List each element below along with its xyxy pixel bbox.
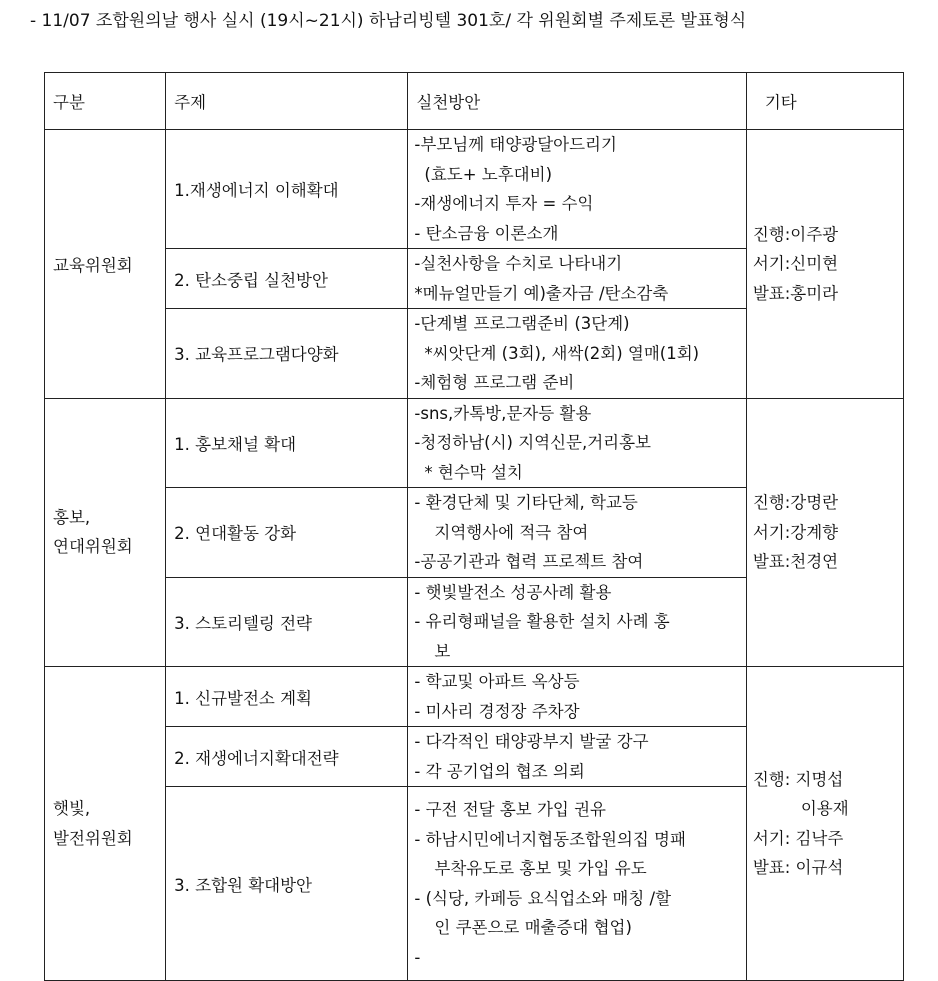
etc-line: 진행:강명란 bbox=[752, 493, 839, 512]
method-line: - 환경단체 및 기타단체, 학교등 bbox=[414, 493, 638, 512]
method-line: *씨앗단계 (3회), 새싹(2회) 열매(1회) bbox=[424, 343, 700, 363]
etc-line: 발표:천경연 bbox=[752, 552, 839, 571]
methods-cell bbox=[408, 130, 746, 249]
committee-name: 홍보, bbox=[53, 507, 91, 527]
topic-cell: 1. 홍보채널 확대 bbox=[166, 398, 408, 488]
etc-line: 이용재 bbox=[800, 799, 849, 818]
table-header-row bbox=[45, 73, 904, 130]
header-category: 구분 bbox=[45, 73, 166, 130]
method-line: -체험형 프로그램 준비 bbox=[414, 373, 575, 392]
committee-name: 교육위원회 bbox=[53, 255, 133, 275]
table-row bbox=[45, 398, 904, 488]
method-line: - 햇빛발전소 성공사례 활용 bbox=[414, 582, 612, 602]
header-topic: 주제 bbox=[166, 73, 408, 130]
method-line: - 다각적인 태양광부지 발굴 강구 bbox=[414, 732, 649, 751]
header-methods: 실천방안 bbox=[408, 73, 746, 130]
method-line: *메뉴얼만들기 예)출자금 /탄소감축 bbox=[414, 283, 669, 303]
etc-line: 서기:신미현 bbox=[752, 254, 839, 273]
etc-cell bbox=[746, 398, 903, 667]
topic-cell: 3. 조합원 확대방안 bbox=[166, 787, 408, 981]
topic-cell: 3. 스토리텔링 전략 bbox=[166, 577, 408, 667]
etc-line: 진행:이주광 bbox=[752, 224, 839, 244]
method-line: - 미사리 경정장 주차장 bbox=[414, 701, 580, 721]
method-line: 보 bbox=[434, 641, 451, 661]
method-line: - 유리형패널을 활용한 설치 사례 홍 bbox=[414, 612, 670, 631]
method-line: -실천사항을 수치로 나타내기 bbox=[414, 254, 623, 273]
method-line: - 구전 전달 홍보 가입 권유 bbox=[414, 800, 606, 819]
table-row bbox=[45, 667, 904, 727]
method-line: - bbox=[414, 947, 421, 967]
committee-name: 발전위원회 bbox=[53, 828, 133, 848]
method-line: -재생에너지 투자 = 수익 bbox=[414, 194, 594, 213]
topic-cell: 2. 연대활동 강화 bbox=[166, 488, 408, 578]
method-line: - 하남시민에너지협동조합원의집 명패 bbox=[414, 829, 686, 849]
etc-line: 서기:강계향 bbox=[752, 522, 839, 542]
method-line: (효도+ 노후대비) bbox=[424, 164, 553, 184]
etc-line: 발표: 이규석 bbox=[752, 858, 844, 877]
methods-cell bbox=[408, 488, 746, 578]
etc-line: 진행: 지명섭 bbox=[752, 769, 844, 789]
method-line: -청정하남(시) 지역신문,거리홍보 bbox=[414, 433, 651, 452]
method-line: -단계별 프로그램준비 (3단계) bbox=[414, 314, 630, 333]
page-headline: - 11/07 조합원의날 행사 실시 (19시~21시) 하남리빙텔 301호/ 각 위원회별 주제토론 발표형식 bbox=[30, 11, 747, 31]
methods-cell bbox=[408, 577, 746, 667]
etc-line: 서기: 김낙주 bbox=[752, 828, 844, 848]
method-line: * 현수막 설치 bbox=[424, 462, 523, 482]
committee-name: 햇빛, bbox=[53, 799, 91, 818]
committee-name: 연대위원회 bbox=[53, 537, 133, 557]
method-line: -공공기관과 협력 프로젝트 참여 bbox=[414, 552, 644, 571]
methods-cell bbox=[408, 727, 746, 787]
topic-cell: 2. 탄소중립 실천방안 bbox=[166, 249, 408, 309]
topic-cell: 3. 교육프로그램다양화 bbox=[166, 309, 408, 399]
methods-cell bbox=[408, 667, 746, 727]
method-line: - 각 공기업의 협조 의뢰 bbox=[414, 761, 585, 781]
method-line: - (식당, 카페등 요식업소와 매칭 /할 bbox=[414, 888, 672, 908]
method-line: 인 쿠폰으로 매출증대 협업) bbox=[434, 918, 632, 937]
committee-table bbox=[44, 72, 904, 981]
committee-cell bbox=[45, 398, 166, 667]
etc-cell bbox=[746, 130, 903, 399]
method-line: - 탄소금융 이론소개 bbox=[414, 223, 559, 243]
etc-line: 발표:홍미라 bbox=[752, 283, 839, 303]
topic-cell: 2. 재생에너지확대전략 bbox=[166, 727, 408, 787]
topic-cell: 1.재생에너지 이해확대 bbox=[166, 130, 408, 249]
committee-cell bbox=[45, 667, 166, 981]
method-line: -sns,카톡방,문자등 활용 bbox=[414, 403, 592, 423]
etc-cell bbox=[746, 667, 903, 981]
methods-cell bbox=[408, 309, 746, 399]
methods-cell bbox=[408, 249, 746, 309]
methods-cell bbox=[408, 398, 746, 488]
method-line: - 학교및 아파트 옥상등 bbox=[414, 672, 580, 691]
method-line: 지역행사에 적극 참여 bbox=[434, 522, 589, 542]
methods-cell bbox=[408, 787, 746, 981]
method-line: 부착유도로 홍보 및 가입 유도 bbox=[434, 859, 647, 878]
method-line: -부모님께 태양광달아드리기 bbox=[414, 135, 617, 154]
topic-cell: 1. 신규발전소 계획 bbox=[166, 667, 408, 727]
header-etc: 기타 bbox=[746, 73, 903, 130]
table-row bbox=[45, 130, 904, 249]
committee-cell bbox=[45, 130, 166, 399]
